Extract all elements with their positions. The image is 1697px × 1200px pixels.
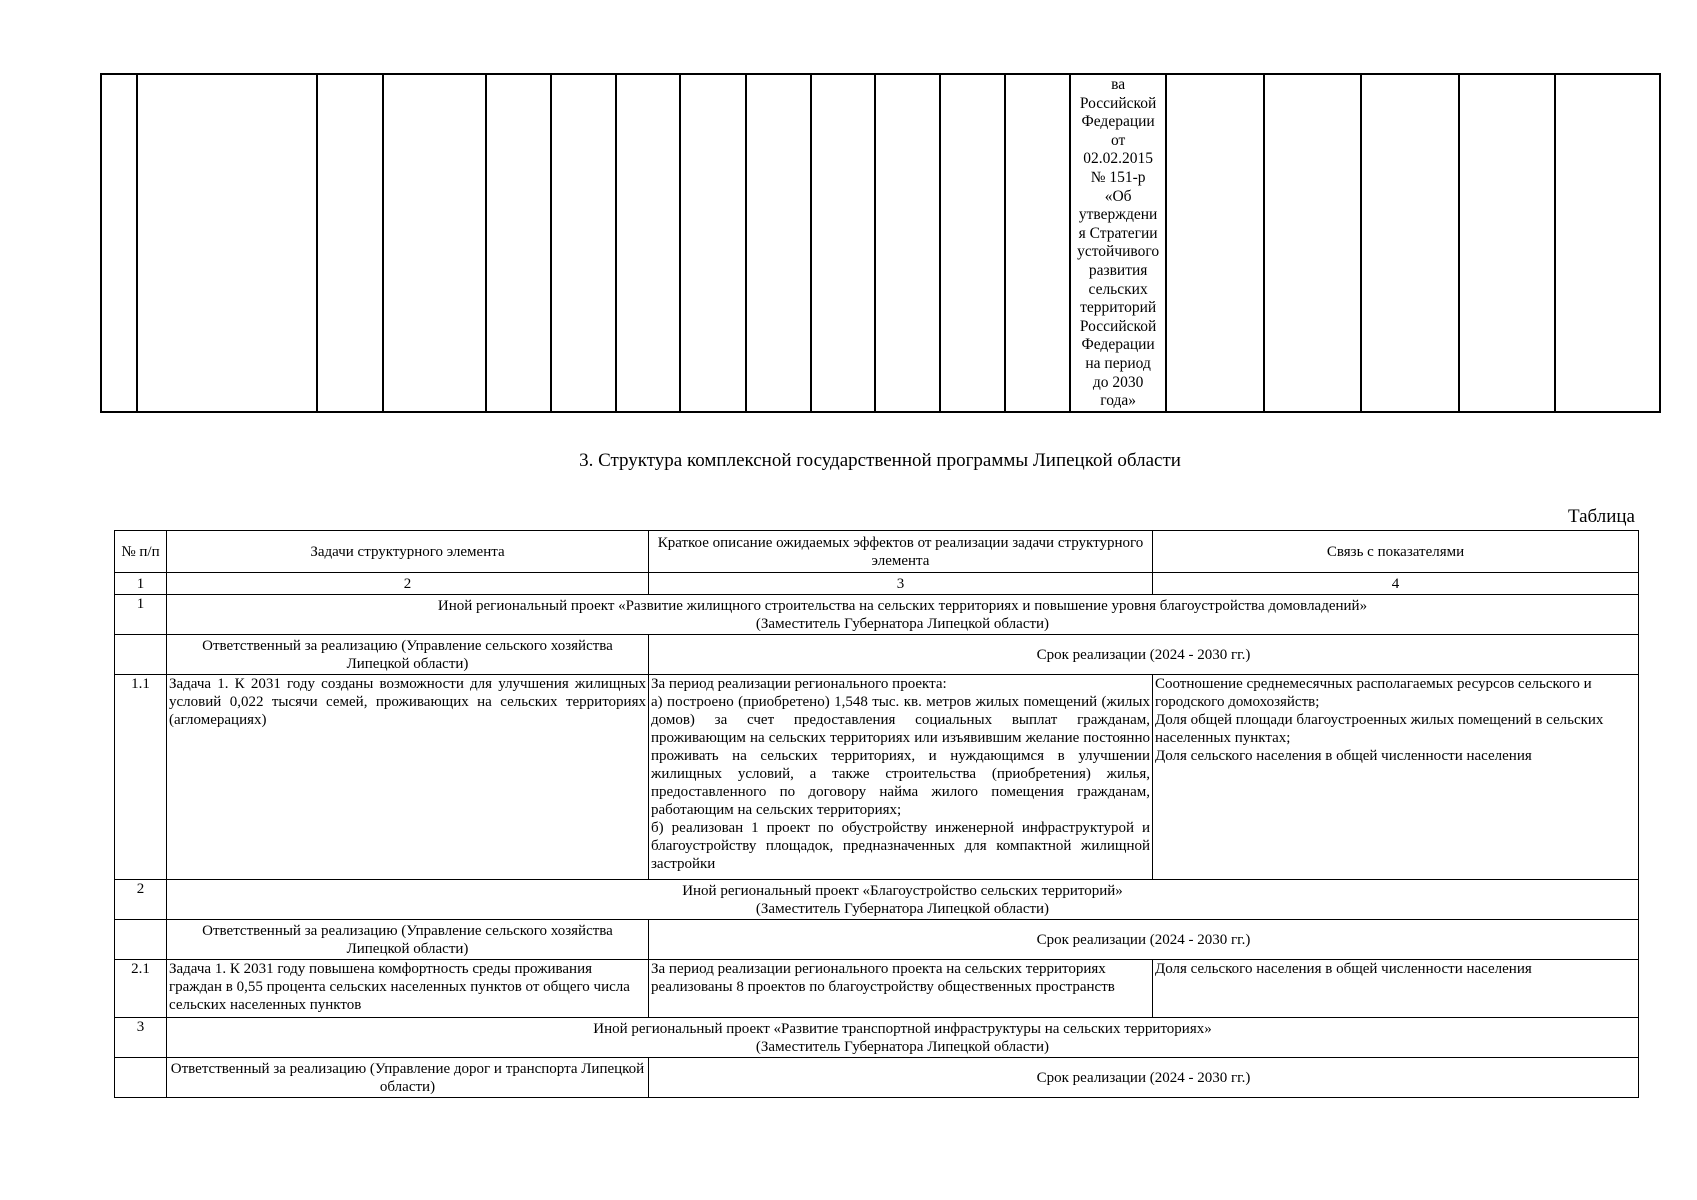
section-title: 3. Структура комплексной государственной программы Липецкой области — [579, 450, 1181, 471]
project-num: 3 — [115, 1018, 167, 1058]
responsible-cell: Ответственный за реализацию (Управление сельского хозяйства Липецкой области) — [167, 920, 649, 960]
task-text: Задача 1. К 2031 году созданы возможности для улучшения жилищных условий 0,022 тысячи семей, проживающих на сельских территориях (агломерациях) — [167, 675, 649, 880]
task-links: Соотношение среднемесячных располагаемых ресурсов сельского и городского домохозяйств; Доля общей площади благоустроенных жилых помещений в сельских населенных пунктах; Доля сельского населения в общей численности населения — [1153, 675, 1639, 880]
table-label: Таблица — [1567, 506, 1635, 527]
project-curator: (Заместитель Губернатора Липецкой области) — [755, 1038, 1050, 1055]
task-num: 1.1 — [115, 675, 167, 880]
project-curator: (Заместитель Губернатора Липецкой области) — [755, 615, 1050, 632]
responsible-row — [115, 1058, 1639, 1098]
project-curator: (Заместитель Губернатора Липецкой области) — [755, 900, 1050, 917]
header-effects: Краткое описание ожидаемых эффектов от реализации задачи структурного элемента — [649, 531, 1153, 573]
header-links: Связь с показателями — [1153, 531, 1639, 573]
continued-table-fragment — [100, 73, 1661, 413]
responsible-cell: Ответственный за реализацию (Управление сельского хозяйства Липецкой области) — [167, 635, 649, 675]
project-title: Иной региональный проект «Развитие жилищного строительства на сельских территориях и повышение уровня благоустройства домовладений» — [437, 597, 1368, 614]
task-links: Доля сельского населения в общей численности населения — [1153, 960, 1639, 1018]
project-row — [115, 1018, 1639, 1058]
term-cell: Срок реализации (2024 - 2030 гг.) — [649, 635, 1639, 675]
header-tasks: Задачи структурного элемента — [167, 531, 649, 573]
header-row — [115, 531, 1639, 573]
task-row — [115, 960, 1639, 1018]
task-num: 2.1 — [115, 960, 167, 1018]
task-effects: За период реализации регионального проекта на сельских территориях реализованы 8 проектов по благоустройству общественных пространств — [649, 960, 1153, 1018]
task-row — [115, 675, 1639, 880]
project-title-cell — [167, 595, 1639, 635]
term-cell: Срок реализации (2024 - 2030 гг.) — [649, 920, 1639, 960]
task-effects: За период реализации регионального проекта: а) построено (приобретено) 1,548 тыс. кв. метров жилых помещений (жилых домов) за счет предоставления социальных выплат гражданам, проживающим на сельских территориях или изъявившим желание постоянно проживать на сельских территориях, и нуждающимся в улучшении жилищных условий, а также строительства (приобретения) жилья, предоставленного по договору найма жилого помещения гражданам, работающим на сельских территориях; б) реализован 1 проект по обустройству инженерной инфраструктурой и благоустройству площадок, предназначенных для компактной жилищной застройки — [649, 675, 1153, 880]
responsible-row — [115, 920, 1639, 960]
structure-table — [114, 530, 1639, 1098]
project-row — [115, 595, 1639, 635]
header-num: № п/п — [115, 531, 167, 573]
column-numbers-row: 1 2 3 4 — [115, 573, 1639, 595]
fragment-row — [101, 74, 1660, 412]
task-text: Задача 1. К 2031 году повышена комфортность среды проживания граждан в 0,55 процента сельских населенных пунктов от общего числа сельских населенных пунктов — [167, 960, 649, 1018]
project-title: Иной региональный проект «Благоустройство сельских территорий» — [682, 882, 1123, 899]
project-num: 2 — [115, 880, 167, 920]
project-title: Иной региональный проект «Развитие транспортной инфраструктуры на сельских территориях» — [593, 1020, 1212, 1037]
project-title-cell — [167, 880, 1639, 920]
project-num: 1 — [115, 595, 167, 635]
term-cell: Срок реализации (2024 - 2030 гг.) — [649, 1058, 1639, 1098]
project-title-cell — [167, 1018, 1639, 1058]
project-row — [115, 880, 1639, 920]
responsible-row — [115, 635, 1639, 675]
fragment-text-cell: ва Российской Федерации от 02.02.2015 № 151-р «Об утверждени я Стратегии устойчивого развития сельских территорий Российской Федерации на период до 2030 года» — [1070, 74, 1166, 412]
responsible-cell: Ответственный за реализацию (Управление дорог и транспорта Липецкой области) — [167, 1058, 649, 1098]
